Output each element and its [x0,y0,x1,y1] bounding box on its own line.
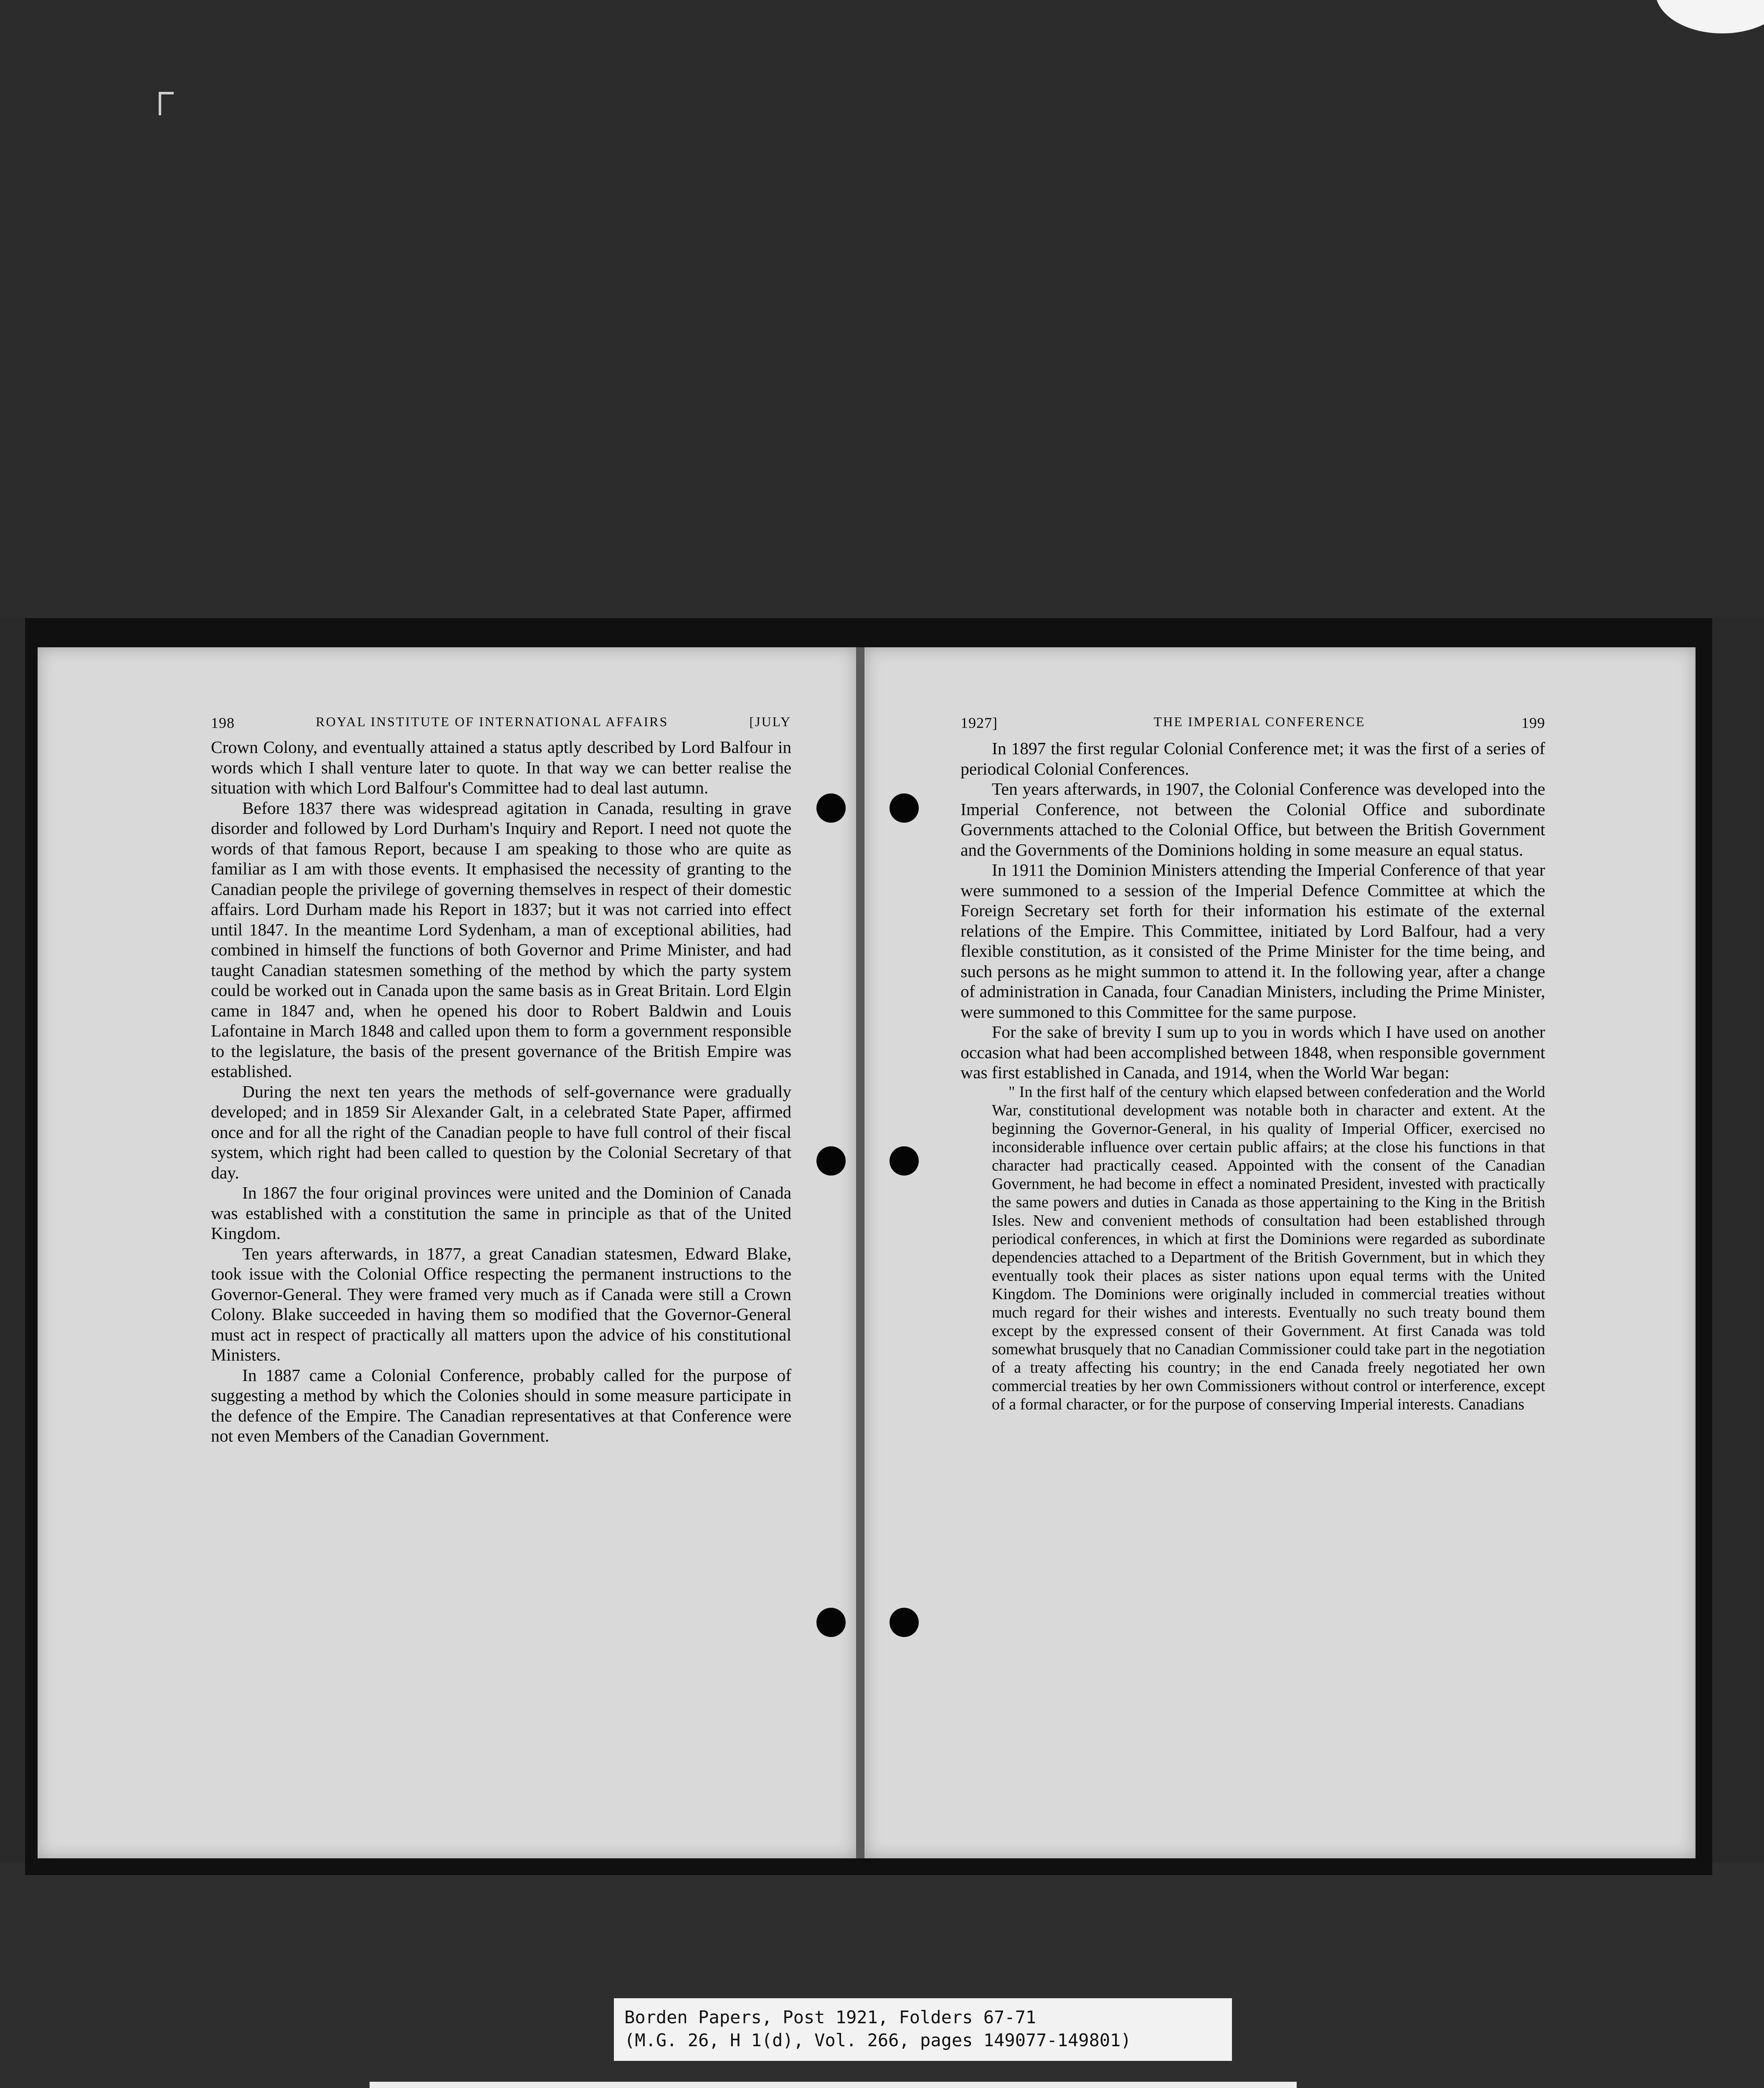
right-page-header [961,714,1545,732]
left-page [38,647,856,1858]
binder-hole [816,1608,846,1637]
left-running-head: ROYAL INSTITUTE OF INTERNATIONAL AFFAIRS [316,714,669,729]
right-page-year: 1927] [961,715,998,731]
paragraph: In 1897 the first regular Colonial Conference met; it was the first of a series of periodical Colonial Conferences. [961,739,1545,778]
block-quote [992,1083,1545,1414]
paragraph: In 1867 the four original provinces were united and the Dominion of Canada was established with a constitution the same in principle as that of the United Kingdom. [211,1183,791,1243]
paragraph: Ten years afterwards, in 1907, the Colonial Conference was developed into the Imperial Conference, not between the Colonial Office and subordinate Governments attached to the Colonial Office, but between the British Government and the Governments of the Dominions holding in some measure an equal status. [961,779,1545,859]
left-page-body [211,737,791,1446]
left-page-month: [JULY [749,714,791,729]
book-gutter [856,647,864,1858]
binder-hole [890,1146,919,1176]
quote-text: " In the first half of the century which elapsed between confederation and the World War, constitutional development was notable both in character and extent. At the beginning the Governor-General, in his quality of Imperial Officer, exercised no inconsiderable influence over certain public affairs; at the close his functions in that character had practically ceased. Appointed with the consent of the Canadian Government, he had become in effect a nominated President, invested with practically the same powers and duties in Canada as those appertaining to the King in the British Isles. New and convenient methods of consultation had been established through periodical conferences, in which at first the Dominions were regarded as subordinate dependencies attached to a Department of the British Government, but in which they eventually took their places as sister nations upon equal terms with the United Kingdom. The Dominions were originally included in commercial treaties without much regard for their wishes and interests. Eventually no such treaty bound them except by the expressed consent of their Government. At first Canada was told somewhat brusquely that no Canadian Commissioner could take part in the negotiation of a treaty affecting his country; in the end Canada freely negotiated her own commercial treaties by her own Commissioners without control or interference, except of a formal character, or for the purpose of conserving Imperial interests. Canadians [992,1083,1545,1413]
paragraph: Ten years afterwards, in 1877, a great Canadian statesmen, Edward Blake, took issue with the Colonial Office respecting the permanent instructions to the Governor-General. They were framed very much as if Canada were still a Crown Colony. Blake succeeded in having them so modified that the Governor-General must act in respect of practically all matters upon the advice of his constitutional Ministers. [211,1244,791,1364]
paragraph: In 1911 the Dominion Ministers attending the Imperial Conference of that year were summoned to a session of the Imperial Defence Committee at which the Foreign Secretary set forth for their information his estimate of the external relations of the Empire. This Committee, initiated by Lord Balfour, had a very flexible constitution, as it consisted of the Prime Minister for the time being, and such persons as he might summon to attend it. In the following year, after a change of administration in Canada, four Canadian Ministers, including the Prime Minister, were summoned to this Committee for the same purpose. [961,860,1545,1021]
collection-label [614,1998,1232,2061]
left-page-number: 198 [211,715,235,731]
microfilm-background-top [0,0,1764,618]
binder-hole [890,1608,919,1637]
paragraph: Crown Colony, and eventually attained a status aptly described by Lord Balfour in words which I shall venture later to quote. In that way we can better realise the situation with which Lord Balfour's Committee had to deal last autumn. [211,737,791,797]
right-running-head: THE IMPERIAL CONFERENCE [1153,714,1366,729]
crop-mark [159,92,174,115]
label-line-2: (M.G. 26, H 1(d), Vol. 266, pages 149077-149801) [624,2030,1131,2050]
right-page-number: 199 [1521,715,1545,731]
right-page-body [961,738,1545,1414]
paragraph: For the sake of brevity I sum up to you in words which I have used on another occasion what had been accomplished between 1848, when responsible government was first established in Canada, and 1914, when the World War began: [961,1022,1545,1082]
label-line-1: Borden Papers, Post 1921, Folders 67-71 [624,2007,1037,2027]
binder-hole [816,793,846,823]
open-book [25,618,1712,1875]
paragraph: During the next ten years the methods of self-governance were gradually developed; and in 1859 Sir Alexander Galt, in a celebrated State Paper, affirmed once and for all the right of the Canadian people to have full control of their fiscal system, which right had been called to question by the Colonial Secretary of that day. [211,1082,791,1182]
paragraph: Before 1837 there was widespread agitation in Canada, resulting in grave disorder and followed by Lord Durham's Inquiry and Report. I need not quote the words of that famous Report, because I am speaking to those who are quite as familiar as I am with those events. It emphasised the necessity of granting to the Canadian people the privilege of governing themselves in respect of their domestic affairs. Lord Durham made his Report in 1837; but it was not carried into effect until 1847. In the meantime Lord Sydenham, a man of exceptional abilities, had combined in himself the functions of both Governor and Prime Minister, and had taught Canadian statesmen something of the method by which the party system could be worked out in Canada upon the same basis as in Great Britain. Lord Elgin came in 1847 and, when he opened his door to Robert Baldwin and Louis Lafontaine in March 1848 and called upon them to form a government responsible to the legislature, the basis of the present governance of the British Empire was established. [211,798,791,1081]
paragraph: In 1887 came a Colonial Conference, probably called for the purpose of suggesting a method by which the Colonies should in some measure participate in the defence of the Empire. The Canadian representatives at that Conference were not even Members of the Canadian Government. [211,1365,791,1445]
archives-card [370,2082,1297,2088]
right-page [864,647,1696,1858]
left-page-header [211,714,791,732]
binder-hole [890,793,919,823]
binder-hole [816,1146,846,1176]
